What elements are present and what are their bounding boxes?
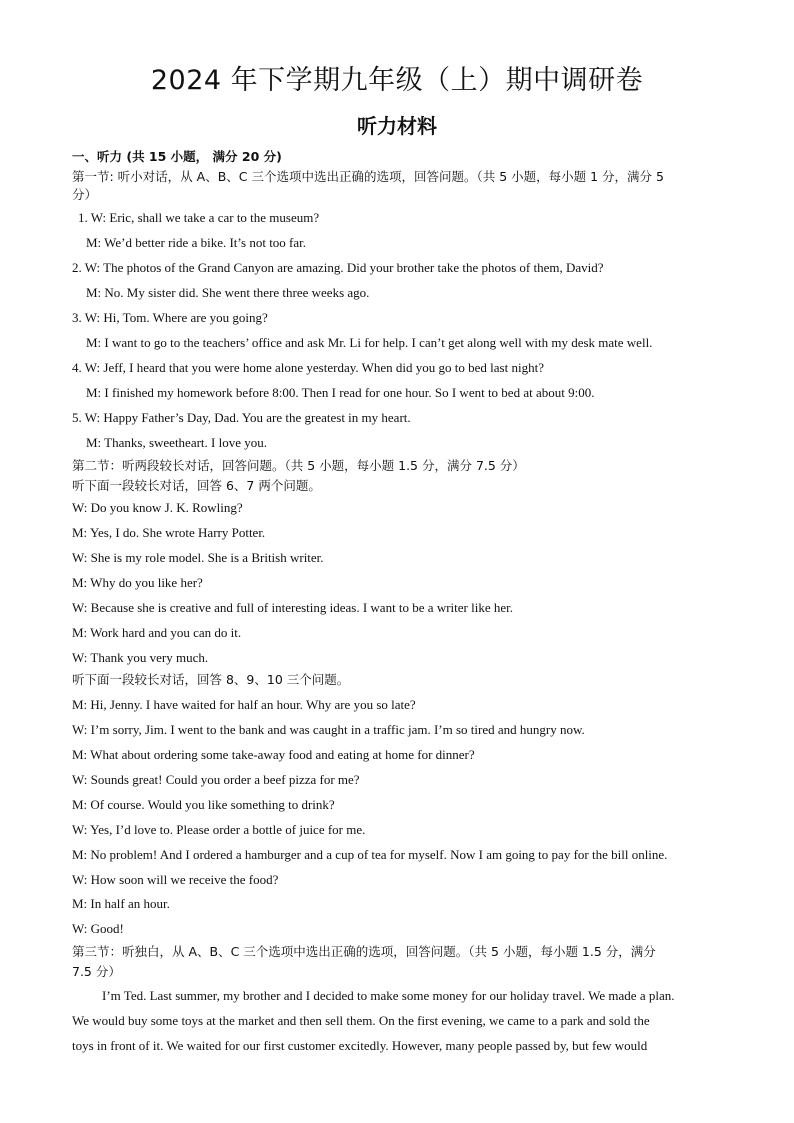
part2-heading: 第二节：听两段较长对话，回答问题。（共 5 小题，每小题 1.5 分，满分 7.5 分） [72, 458, 525, 473]
part1-heading-cont: 分） [72, 187, 98, 202]
dialogue2-intro: 听下面一段较长对话，回答 8、9、10 三个问题。 [72, 672, 350, 687]
dialogue-line: M: No. My sister did. She went there three weeks ago. [86, 285, 370, 300]
dialogue-line: M: Hi, Jenny. I have waited for half an hour. Why are you so late? [72, 697, 416, 712]
dialogue-line: W: How soon will we receive the food? [72, 872, 279, 887]
dialogue-line: M: No problem! And I ordered a hamburger and a cup of tea for myself. Now I am going to pay for the bill online. [72, 847, 668, 862]
dialogue-line: M: Of course. Would you like something to drink? [72, 797, 335, 812]
dialogue-line: 5. W: Happy Father’s Day, Dad. You are the greatest in my heart. [72, 410, 411, 425]
dialogue-line: M: I finished my homework before 8:00. Then I read for one hour. So I went to bed at about 9:00. [86, 385, 595, 400]
passage-line: I’m Ted. Last summer, my brother and I decided to make some money for our holiday travel. We made a plan. [102, 988, 675, 1003]
page-title: 2024 年下学期九年级（上）期中调研卷 [150, 65, 644, 96]
dialogue-line: W: Do you know J. K. Rowling? [72, 500, 243, 515]
passage-line: toys in front of it. We waited for our first customer excitedly. However, many people passed by, but few would [72, 1038, 648, 1053]
dialogue-line: W: Because she is creative and full of interesting ideas. I want to be a writer like her. [72, 600, 513, 615]
dialogue1-intro: 听下面一段较长对话，回答 6、7 两个问题。 [72, 478, 321, 493]
dialogue-line: M: I want to go to the teachers’ office and ask Mr. Li for help. I can’t get along well with my desk mate well. [86, 335, 653, 350]
dialogue-line: 3. W: Hi, Tom. Where are you going? [72, 310, 268, 325]
dialogue-line: W: Yes, I’d love to. Please order a bottle of juice for me. [72, 822, 366, 837]
dialogue-line: 2. W: The photos of the Grand Canyon are amazing. Did your brother take the photos of them, David? [72, 260, 604, 275]
dialogue-line: 4. W: Jeff, I heard that you were home alone yesterday. When did you go to bed last night? [72, 360, 544, 375]
dialogue-line: 1. W: Eric, shall we take a car to the museum? [78, 210, 320, 225]
dialogue-line: W: I’m sorry, Jim. I went to the bank and was caught in a traffic jam. I’m so tired and hungry now. [72, 722, 585, 737]
dialogue-line: M: In half an hour. [72, 896, 170, 911]
dialogue-line: M: Why do you like her? [72, 575, 203, 590]
page-subtitle: 听力材料 [357, 114, 437, 138]
part3-heading: 第三节：听独白，从 A、B、C 三个选项中选出正确的选项，回答问题。（共 5 小题，每小题 1.5 分，满分 [72, 944, 656, 959]
section-heading: 一、听力 (共 15 小题， 满分 20 分) [72, 149, 282, 164]
dialogue-line: M: We’d better ride a bike. It’s not too far. [86, 235, 307, 250]
passage-line: We would buy some toys at the market and then sell them. On the first evening, we came to a park and sold the [72, 1013, 650, 1028]
part1-heading: 第一节: 听小对话，从 A、B、C 三个选项中选出正确的选项，回答问题。（共 5 小题，每小题 1 分，满分 5 [72, 169, 664, 184]
dialogue-line: M: Thanks, sweetheart. I love you. [86, 435, 267, 450]
dialogue-line: W: Good! [72, 921, 124, 936]
dialogue-line: W: She is my role model. She is a British writer. [72, 550, 324, 565]
dialogue-line: M: Yes, I do. She wrote Harry Potter. [72, 525, 266, 540]
dialogue-line: M: What about ordering some take-away food and eating at home for dinner? [72, 747, 475, 762]
dialogue-line: W: Thank you very much. [72, 650, 209, 665]
dialogue-line: M: Work hard and you can do it. [72, 625, 242, 640]
part3-heading-cont: 7.5 分） [72, 964, 121, 979]
dialogue-line: W: Sounds great! Could you order a beef pizza for me? [72, 772, 360, 787]
